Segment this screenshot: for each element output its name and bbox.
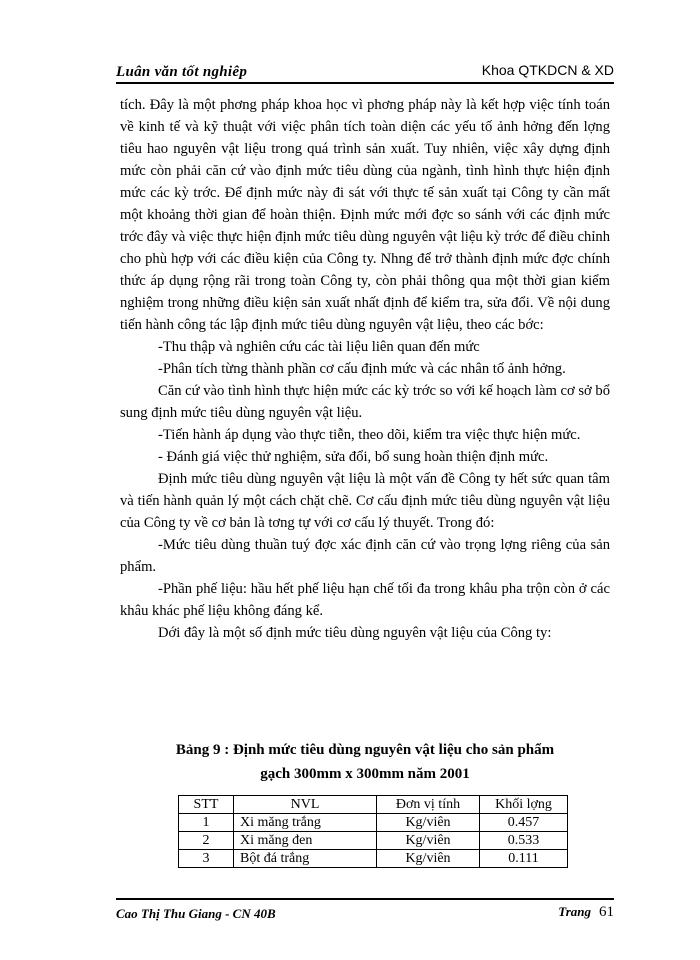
paragraph: -Mức tiêu dùng thuần tuý đợc xác định căn cứ vào trọng lợng riêng của sản phẩm. [120,537,610,575]
caption-line-2: gạch 300mm x 300mm năm 2001 [260,766,470,782]
cell-unit: Kg/viên [377,850,480,868]
paragraph: Dới đây là một số định mức tiêu dùng nguyên vật liệu của Công ty: [158,625,552,641]
bullet-item: -Tiến hành áp dụng vào thực tiễn, theo dõi, kiểm tra việc thực hiện mức. [158,427,581,443]
bullet-item: -Thu thập và nghiên cứu các tài liệu liên quan đến mức [158,339,480,355]
bullet-item: - Đánh giá việc thử nghiệm, sửa đổi, bổ sung hoàn thiện định mức. [158,449,549,465]
table-caption [120,738,610,786]
cell-stt: 1 [179,814,234,832]
page-number-block [558,904,614,921]
body-text [120,94,610,644]
norms-table [178,795,568,868]
caption-line-1: Bảng 9 : Định mức tiêu dùng nguyên vật liệu cho sản phẩm [175,742,555,758]
cell-quantity: 0.457 [480,814,568,832]
cell-nvl: Xi măng trắng [234,814,377,832]
cell-unit: Kg/viên [377,814,480,832]
cell-nvl: Bột đá trắng [234,850,377,868]
page-footer [116,898,614,924]
cell-quantity: 0.111 [480,850,568,868]
bullet-item: -Phân tích từng thành phần cơ cấu định mức và các nhân tố ảnh hởng. [158,361,566,377]
header-nvl: NVL [234,796,377,814]
page-header [116,56,614,84]
header-quantity: Khối lợng [480,796,568,814]
author-name: Cao Thị Thu Giang - CN 40B [116,906,276,921]
paragraph: tích. Đây là một phơng pháp khoa học vì phơng pháp này là kết hợp việc tính toán về kinh tế và kỹ thuật với việc phân tích toàn diện các yếu tố ảnh hởng đến lợng tiêu hao nguyên vật liệu trong quá trình sản xuất. Tuy nhiên, việc xây dựng định mức còn phải căn cứ vào định mức tiêu dùng của ngành, tình hình thực hiện định mức các kỳ trớc. Để định mức này đi sát với thực tế sản xuất tại Công ty cần mất một khoảng thời gian để hoàn thiện. Định mức mới đợc so sánh với các định mức trớc đây và việc thực hiện định mức tiêu dùng nguyên vật liệu kỳ trớc để điều chỉnh cho phù hợp với các điều kiện của Công ty. Nhng để trở thành định mức đợc chính thức áp dụng rộng rãi trong toàn Công ty, còn phải thông qua một thời gian kiểm nghiệm trong những điều kiện sản xuất nhất định để kiểm tra, sửa đổi. Về nội dung tiến hành công tác lập định mức tiêu dùng nguyên vật liệu, theo các bớc: [120,97,610,333]
table-row [179,832,568,850]
cell-quantity: 0.533 [480,832,568,850]
table-row [179,814,568,832]
paragraph: -Phần phế liệu: hầu hết phế liệu hạn chế tối đa trong khâu pha trộn còn ở các khâu khác phế liệu không đáng kể. [120,581,610,619]
cell-stt: 2 [179,832,234,850]
header-stt: STT [179,796,234,814]
cell-stt: 3 [179,850,234,868]
cell-nvl: Xi măng đen [234,832,377,850]
faculty-name: Khoa QTKDCN & XD [481,62,614,78]
header-unit: Đơn vị tính [377,796,480,814]
page-label: Trang [558,904,591,919]
table-header-row [179,796,568,814]
thesis-title: Luân văn tốt nghiêp [116,64,248,80]
table-row [179,850,568,868]
cell-unit: Kg/viên [377,832,480,850]
paragraph: Căn cứ vào tình hình thực hiện mức các kỳ trớc so với kế hoạch làm cơ sở bổ sung định mức tiêu dùng nguyên vật liệu. [120,383,610,421]
paragraph: Định mức tiêu dùng nguyên vật liệu là một vấn đề Công ty hết sức quan tâm và tiến hành quản lý một cách chặt chẽ. Cơ cấu định mức tiêu dùng nguyên vật liệu của Công ty về cơ bản là tơng tự với cơ cấu lý thuyết. Trong đó: [120,471,610,531]
page-number: 61 [599,904,614,920]
